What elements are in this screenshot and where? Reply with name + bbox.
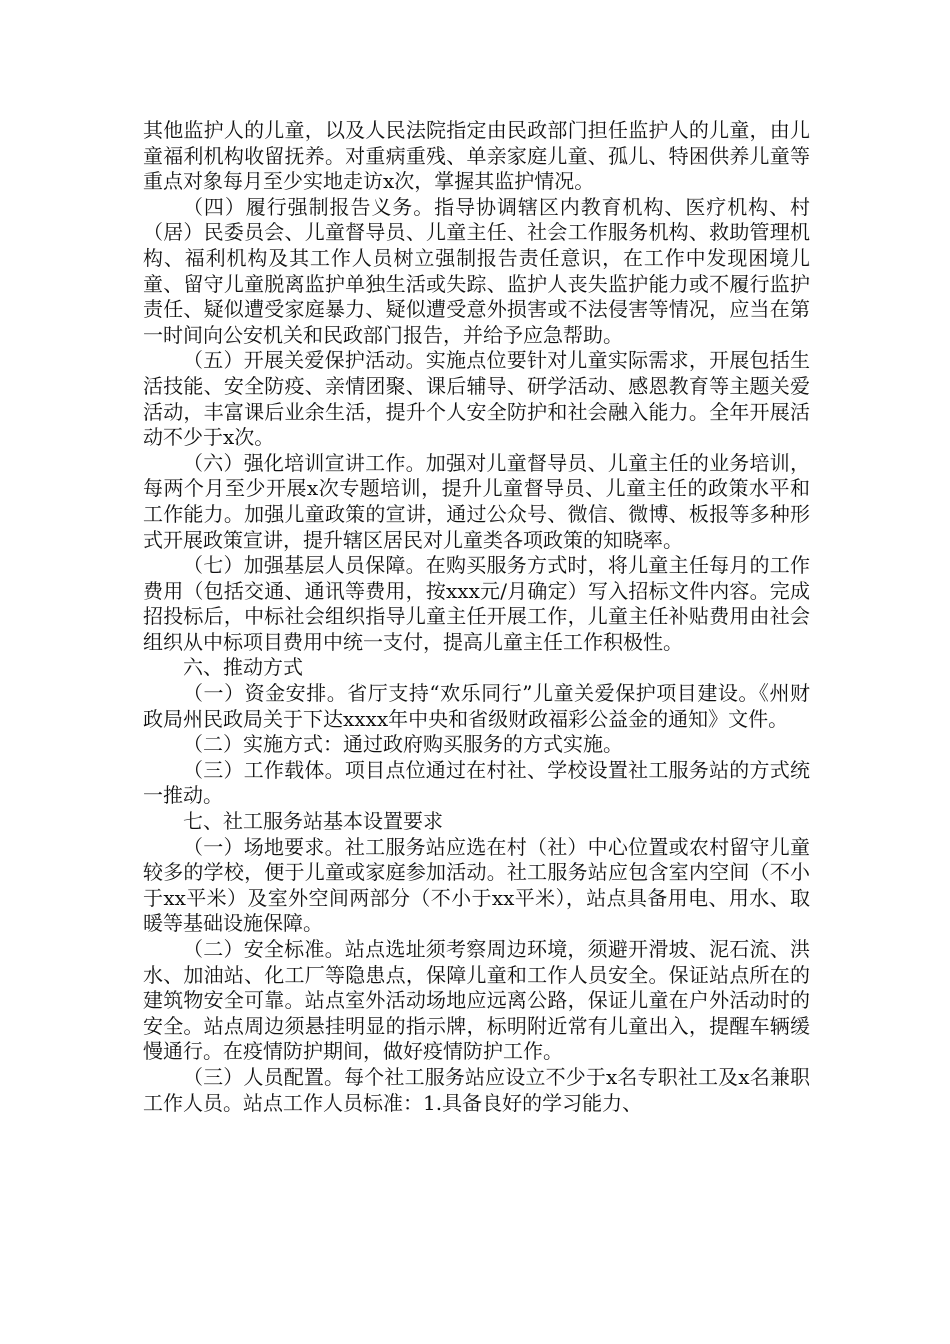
paragraph-safety-standards: （二）安全标准。站点选址须考察周边环境，须避开滑坡、泥石流、洪水、加油站、化工厂等隐患点，保障儿童和工作人员安全。保证站点所在的建筑物安全可靠。站点室外活动场地应远离公路，保证儿童在户外活动时的安全。站点周边须悬挂明显的指示牌，标明附近常有儿童出入，提醒车辆缓慢通行。在疫情防护期间，做好疫情防护工作。 [143,937,810,1064]
paragraph-carrier: （三）工作载体。项目点位通过在村社、学校设置社工服务站的方式统一推动。 [143,757,810,808]
paragraph-training: （六）强化培训宣讲工作。加强对儿童督导员、儿童主任的业务培训，每两个月至少开展x次专题培训，提升儿童督导员、儿童主任的政策水平和工作能力。加强儿童政策的宣讲，通过公众号、微信、微博、板报等多种形式开展政策宣讲，提升辖区居民对儿童类各项政策的知晓率。 [143,450,810,552]
section-heading-station-requirements: 七、社工服务站基本设置要求 [183,809,443,834]
section-heading-promotion: 六、推动方式 [183,655,303,680]
paragraph-continuation: 其他监护人的儿童，以及人民法院指定由民政部门担任监护人的儿童，由儿童福利机构收留抚养。对重病重残、单亲家庭儿童、孤儿、特困供养儿童等重点对象每月至少实地走访x次，掌握其监护情况。 [143,118,810,194]
paragraph-implementation: （二）实施方式：通过政府购买服务的方式实施。 [183,732,623,757]
paragraph-funding: （一）资金安排。省厅支持“欢乐同行”儿童关爱保护项目建设。《州财政局州民政局关于下达xxxx年中央和省级财政福彩公益金的通知》文件。 [143,681,810,731]
paragraph-mandatory-reporting: （四）履行强制报告义务。指导协调辖区内教育机构、医疗机构、村（居）民委员会、儿童督导员、儿童主任、社会工作服务机构、救助管理机构、福利机构及其工作人员树立强制报告责任意识，在工作中发现困境儿童、留守儿童脱离监护单独生活或失踪、监护人丧失监护能力或不履行监护责任、疑似遭受家庭暴力、疑似遭受意外损害或不法侵害等情况，应当在第一时间向公安机关和民政部门报告，并给予应急帮助。 [143,194,810,347]
paragraph-site-requirements: （一）场地要求。社工服务站应选在村（社）中心位置或农村留守儿童较多的学校，便于儿童或家庭参加活动。社工服务站应包含室内空间（不小于xx平米）及室外空间两部分（不小于xx平米），站点具备用电、用水、取暖等基础设施保障。 [143,834,810,936]
paragraph-staffing: （三）人员配置。每个社工服务站应设立不少于x名专职社工及x名兼职工作人员。站点工作人员标准：1.具备良好的学习能力、 [143,1064,810,1115]
paragraph-care-activities: （五）开展关爱保护活动。实施点位要针对儿童实际需求，开展包括生活技能、安全防疫、亲情团聚、课后辅导、研学活动、感恩教育等主题关爱活动，丰富课后业余生活，提升个人安全防护和社会融入能力。全年开展活动不少于x次。 [143,348,810,450]
paragraph-staff-guarantee: （七）加强基层人员保障。在购买服务方式时，将儿童主任每月的工作费用（包括交通、通讯等费用，按xxx元/月确定）写入招标文件内容。完成招投标后，中标社会组织指导儿童主任开展工作，儿童主任补贴费用由社会组织从中标项目费用中统一支付，提高儿童主任工作积极性。 [143,553,810,654]
document-body [143,118,810,1116]
